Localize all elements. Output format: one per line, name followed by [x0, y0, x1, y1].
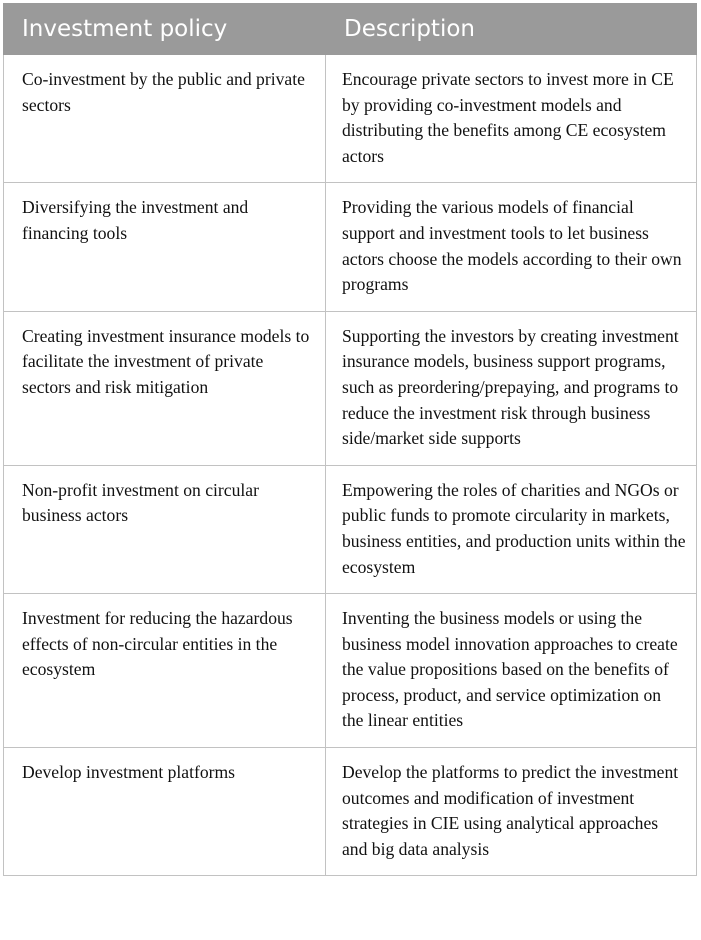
policy-cell: Diversifying the investment and financing tools	[4, 183, 326, 311]
header-description: Description	[326, 4, 697, 55]
table-header	[4, 4, 697, 55]
description-cell: Empowering the roles of charities and NGOs or public funds to promote circularity in markets, business entities, and production units within the ecosystem	[326, 465, 697, 593]
policy-cell: Co-investment by the public and private sectors	[4, 55, 326, 183]
policy-cell: Develop investment platforms	[4, 748, 326, 876]
description-cell: Encourage private sectors to invest more in CE by providing co-investment models and distributing the benefits among CE ecosystem actors	[326, 55, 697, 183]
description-cell: Inventing the business models or using the business model innovation approaches to create the value propositions based on the benefits of process, product, and service optimization on the linear entities	[326, 594, 697, 748]
table-row	[4, 55, 697, 183]
header-investment-policy: Investment policy	[4, 4, 326, 55]
description-cell: Supporting the investors by creating investment insurance models, business support programs, such as preordering/prepaying, and programs to reduce the investment risk through business side/market side supports	[326, 311, 697, 465]
policy-cell: Creating investment insurance models to facilitate the investment of private sectors and risk mitigation	[4, 311, 326, 465]
policy-cell: Investment for reducing the hazardous effects of non-circular entities in the ecosystem	[4, 594, 326, 748]
description-cell: Providing the various models of financial support and investment tools to let business actors choose the models according to their own programs	[326, 183, 697, 311]
table-row	[4, 594, 697, 748]
policy-cell: Non-profit investment on circular business actors	[4, 465, 326, 593]
table-body	[4, 55, 697, 876]
investment-policy-table	[3, 3, 697, 876]
table-row	[4, 183, 697, 311]
table-row	[4, 311, 697, 465]
description-cell: Develop the platforms to predict the investment outcomes and modification of investment strategies in CIE using analytical approaches and big data analysis	[326, 748, 697, 876]
table-row	[4, 465, 697, 593]
table-row	[4, 748, 697, 876]
header-row	[4, 4, 697, 55]
investment-policy-table-container	[3, 3, 696, 876]
